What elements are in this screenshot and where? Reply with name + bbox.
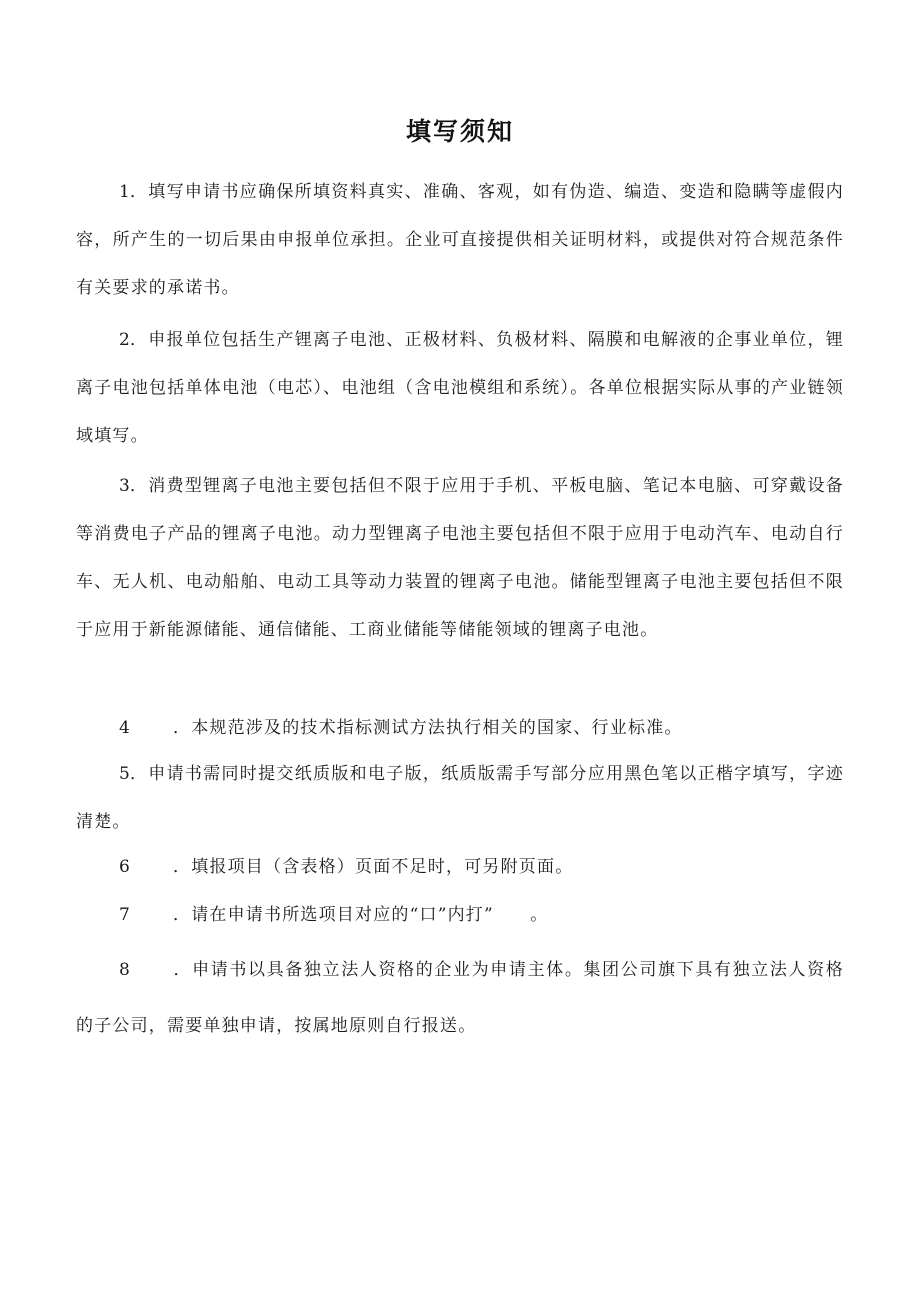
instruction-item-5 [76,750,844,846]
instruction-item-2 [76,316,844,460]
item-number: 2 [119,330,130,350]
item-number: 3 [119,476,130,496]
item-text: ．申请书以具备独立法人资格的企业为申请主体。集团公司旗下具有独立法人资格的子公司，需要单独申请，按属地原则自行报送。 [76,960,844,1036]
item-number: 4 [119,718,130,738]
instruction-item-3 [76,462,844,654]
item-text: ．消费型锂离子电池主要包括但不限于应用于手机、平板电脑、笔记本电脑、可穿戴设备等消费电子产品的锂离子电池。动力型锂离子电池主要包括但不限于应用于电动汽车、电动自行车、无人机、电动船舶、电动工具等动力装置的锂离子电池。储能型锂离子电池主要包括但不限于应用于新能源储能、通信储能、工商业储能等储能领域的锂离子电池。 [76,476,844,640]
instruction-item-1 [76,168,844,312]
item-number: 5 [119,764,130,784]
item-text: ．填报项目（含表格）页面不足时，可另附页面。 [173,857,574,877]
item-text: ．申报单位包括生产锂离子电池、正极材料、负极材料、隔膜和电解液的企事业单位，锂离子电池包括单体电池（电芯）、电池组（含电池模组和系统）。各单位根据实际从事的产业链领域填写。 [76,330,844,446]
instruction-item-7 [119,891,548,939]
instruction-item-8 [76,942,844,1054]
item-text: ．填写申请书应确保所填资料真实、准确、客观，如有伪造、编造、变造和隐瞒等虚假内容，所产生的一切后果由申报单位承担。企业可直接提供相关证明材料，或提供对符合规范条件有关要求的承诺书。 [76,182,844,298]
item-number: 1 [119,182,130,202]
item-number: 8 [119,960,130,980]
item-text: ．请在申请书所选项目对应的“口”内打” 。 [173,905,549,925]
page-title: 填写须知 [405,117,514,146]
item-text: ．本规范涉及的技术指标测试方法执行相关的国家、行业标准。 [173,718,683,738]
item-text: ．申请书需同时提交纸质版和电子版，纸质版需手写部分应用黑色笔以正楷字填写，字迹清楚。 [76,764,844,832]
item-number: 6 [119,857,130,877]
instruction-item-4 [119,704,683,752]
item-number: 7 [119,905,130,925]
instruction-item-6 [119,843,573,891]
